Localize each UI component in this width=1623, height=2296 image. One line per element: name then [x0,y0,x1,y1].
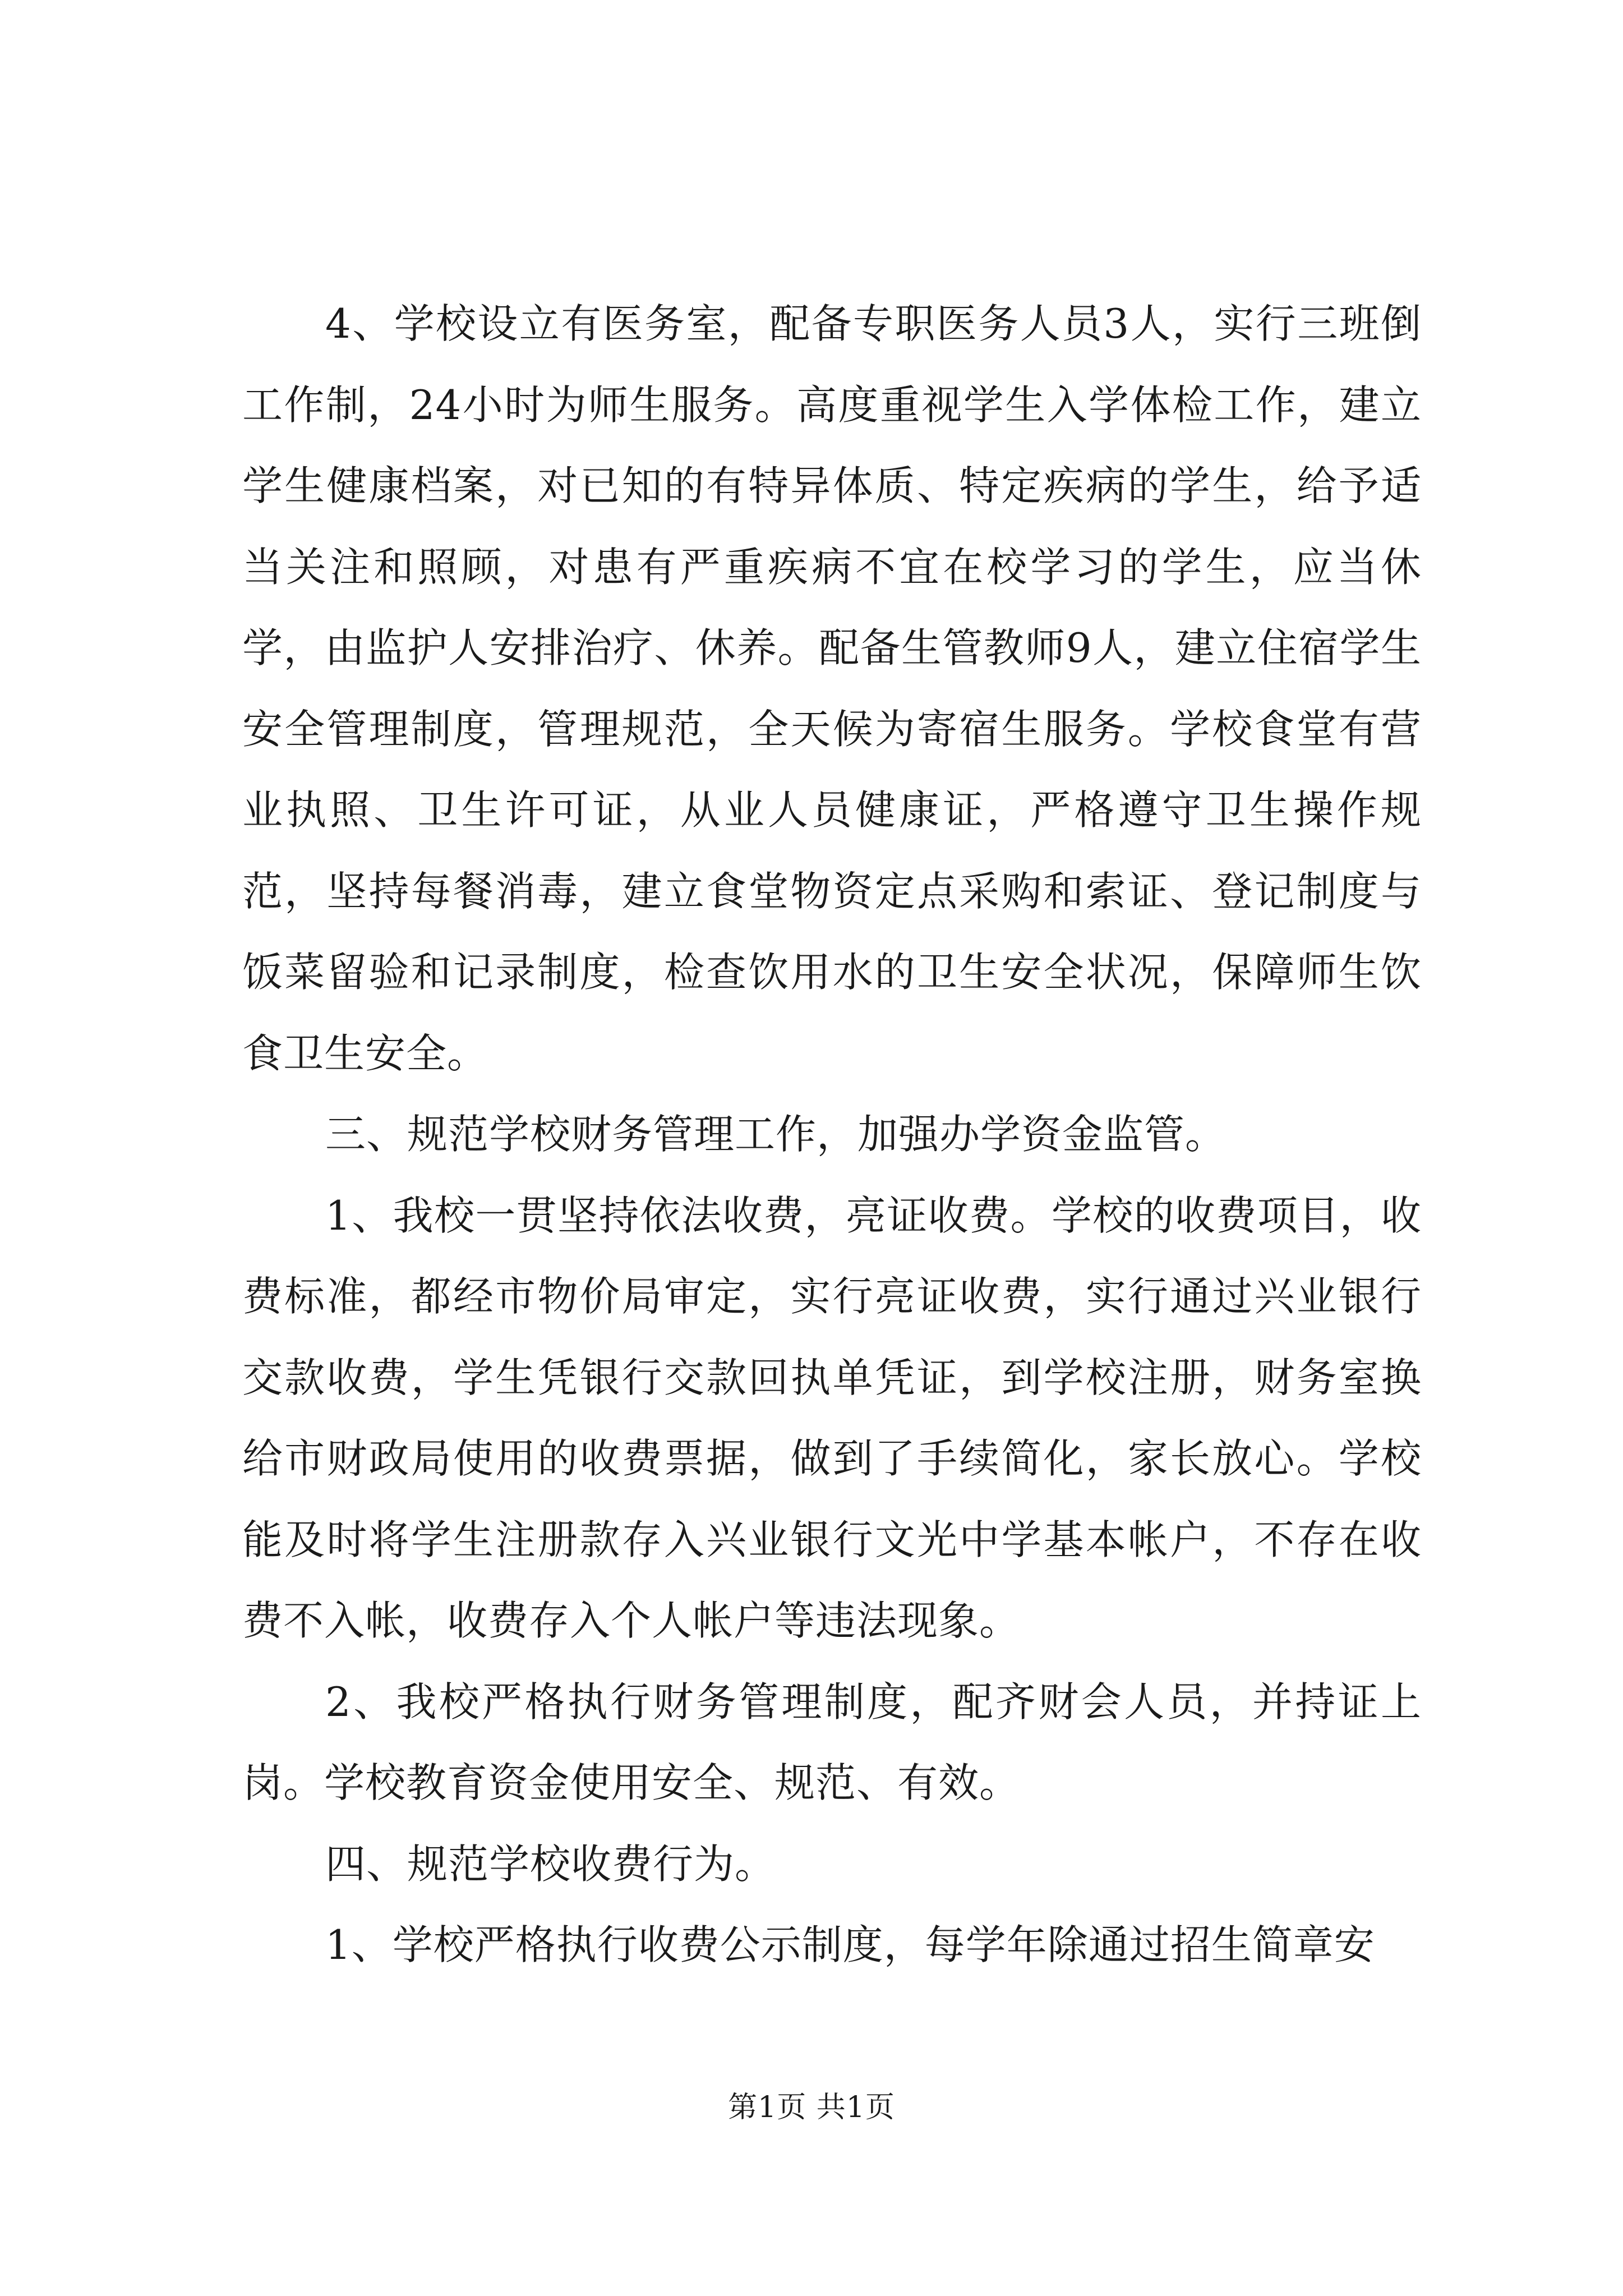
paragraph-heading-fees: 四、规范学校收费行为。 [325,1840,776,1888]
document-body [242,283,1422,1986]
page-footer: 第1页 共1页 [728,2091,895,2124]
paragraph-finance-system: 2、我校严格执行财务管理制度，配齐财会人员，并持证上岗。学校教育资金使用安全、规范、有效。 [242,1678,1422,1806]
paragraph-fee-collection: 1、我校一贯坚持依法收费，亮证收费。学校的收费项目，收费标准，都经市物价局审定，实行亮证收费，实行通过兴业银行交款收费，学生凭银行交款回执单凭证，到学校注册，财务室换给市财政局使用的收费票据，做到了手续简化，家长放心。学校能及时将学生注册款存入兴业银行文光中学基本帐户，不存在收费不入帐，收费存入个人帐户等违法现象。 [242,1191,1422,1644]
paragraph-heading-finance: 三、规范学校财务管理工作，加强办学资金监管。 [325,1111,1227,1158]
paragraph-fee-publicity: 1、学校严格执行收费公示制度，每学年除通过招生简章安 [325,1921,1375,1968]
paragraph-medical-office: 4、学校设立有医务室，配备专职医务人员3人，实行三班倒工作制，24小时为师生服务。高度重视学生入学体检工作，建立学生健康档案，对已知的有特异体质、特定疾病的学生，给予适当关注和照顾，对患有严重疾病不宜在校学习的学生，应当休学，由监护人安排治疗、休养。配备生管教师9人，建立住宿学生安全管理制度，管理规范，全天候为寄宿生服务。学校食堂有营业执照、卫生许可证，从业人员健康证，严格遵守卫生操作规范，坚持每餐消毒，建立食堂物资定点采购和索证、登记制度与饭菜留验和记录制度，检查饮用水的卫生安全状况，保障师生饮食卫生安全。 [242,300,1422,1077]
